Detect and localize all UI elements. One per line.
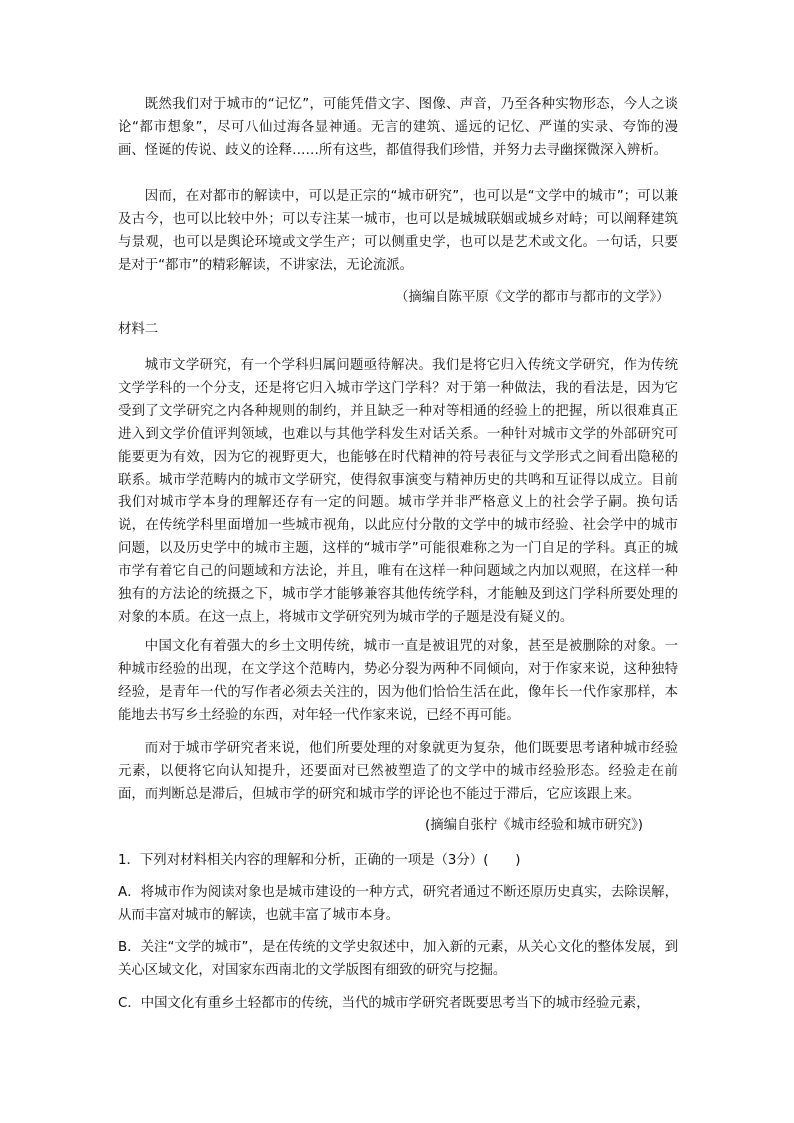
- question-1-option-b: B．关注“文学的城市”，是在传统的文学史叙述中，加入新的元素，从关心文化的整体发展，到关心区域文化，对国家东西南北的文学版图有细致的研究与挖掘。: [118, 940, 678, 978]
- paragraph-urban-researchers: 而对于城市学研究者来说，他们所要处理的对象就更为复杂，他们既要思考诸种城市经验元素，以便将它向认知提升，还要面对已然被塑造了的文学中的城市经验形态。经验走在前面，而判断总是滞后，但城市学的研究和城市学的评论也不能过于滞后，它应该跟上来。: [118, 741, 678, 802]
- source-citation-1: （摘编自陈平原《文学的都市与都市的文学》）: [395, 290, 670, 305]
- question-1-option-c: C．中国文化有重乡土轻都市的传统，当代的城市学研究者既要思考当下的城市经验元素，: [118, 996, 650, 1011]
- question-1-option-a: A．将城市作为阅读对象也是城市建设的一种方式，研究者通过不断还原历史真实，去除误解，从而丰富对城市的解读，也就丰富了城市本身。: [118, 885, 678, 923]
- paragraph-urban-memory: 既然我们对于城市的“记忆”，可能凭借文字、图像、声音，乃至各种实物形态，今人之谈论“都市想象”，尽可八仙过海各显神通。无言的建筑、遥远的记忆、严谨的实录、夸饰的漫画、怪诞的传说、歧义的诠释……所有这些，都值得我们珍惜，并努力去寻幽探微深入辨析。: [118, 97, 678, 158]
- paragraph-urban-interpretation: 因而，在对都市的解读中，可以是正宗的“城市研究”，也可以是“文学中的城市”；可以兼及古今，也可以比较中外；可以专注某一城市，也可以是城城联姻或城乡对峙；可以阐释建筑与景观，也可以是舆论环境或文学生产；可以侧重史学，也可以是艺术或文化。一句话，只要是对于“都市”的精彩解读，不讲家法，无论流派。: [118, 189, 678, 273]
- paragraph-urban-literature-study: 城市文学研究，有一个学科归属问题亟待解决。我们是将它归入传统文学研究，作为传统文学学科的一个分支，还是将它归入城市学这门学科？对于第一种做法，我的看法是，因为它受到了文学研究之内各种规则的制约，并且缺乏一种对等相通的经验上的把握，所以很难真正进入到文学价值评判领域，也难以与其他学科发生对话关系。一种针对城市文学的外部研究可能要更为有效，因为它的视野更大，也能够在时代精神的符号表征与文学形式之间看出隐秘的联系。城市学范畴内的城市文学研究，使得叙事演变与精神历史的共鸣和互证得以成立。目前我们对城市学本身的理解还存有一定的问题。城市学并非严格意义上的社会学子嗣。换句话说，在传统学科里面增加一些城市视角，以此应付分散的文学中的城市经验、社会学中的城市问题，以及历史学中的城市主题，这样的“城市学”可能很难称之为一门自足的学科。真正的城市学有着它自己的问题域和方法论，并且，唯有在这样一种问题域之内加以观照，在这样一种独有的方法论的统摄之下，城市学才能够兼容其他传统学科，才能触及到这门学科所要处理的对象的本质。在这一点上，将城市文学研究列为城市学的子题是没有疑义的。: [118, 358, 678, 625]
- question-1-stem: 1．下列对材料相关内容的理解和分析，正确的一项是（3分）( ): [118, 853, 521, 868]
- material-two-heading: 材料二: [118, 322, 159, 337]
- paragraph-rural-tradition: 中国文化有着强大的乡土文明传统，城市一直是被诅咒的对象，甚至是被删除的对象。一种城市经验的出现，在文学这个范畴内，势必分裂为两种不同倾向，对于作家来说，这种独特经验，是青年一代的写作者必须去关注的，因为他们恰恰生活在此，像年长一代作家那样，本能地去书写乡土经验的东西，对年轻一代作家来说，已经不再可能。: [118, 639, 678, 723]
- source-citation-2: (摘编自张柠《城市经验和城市研究》): [425, 818, 643, 833]
